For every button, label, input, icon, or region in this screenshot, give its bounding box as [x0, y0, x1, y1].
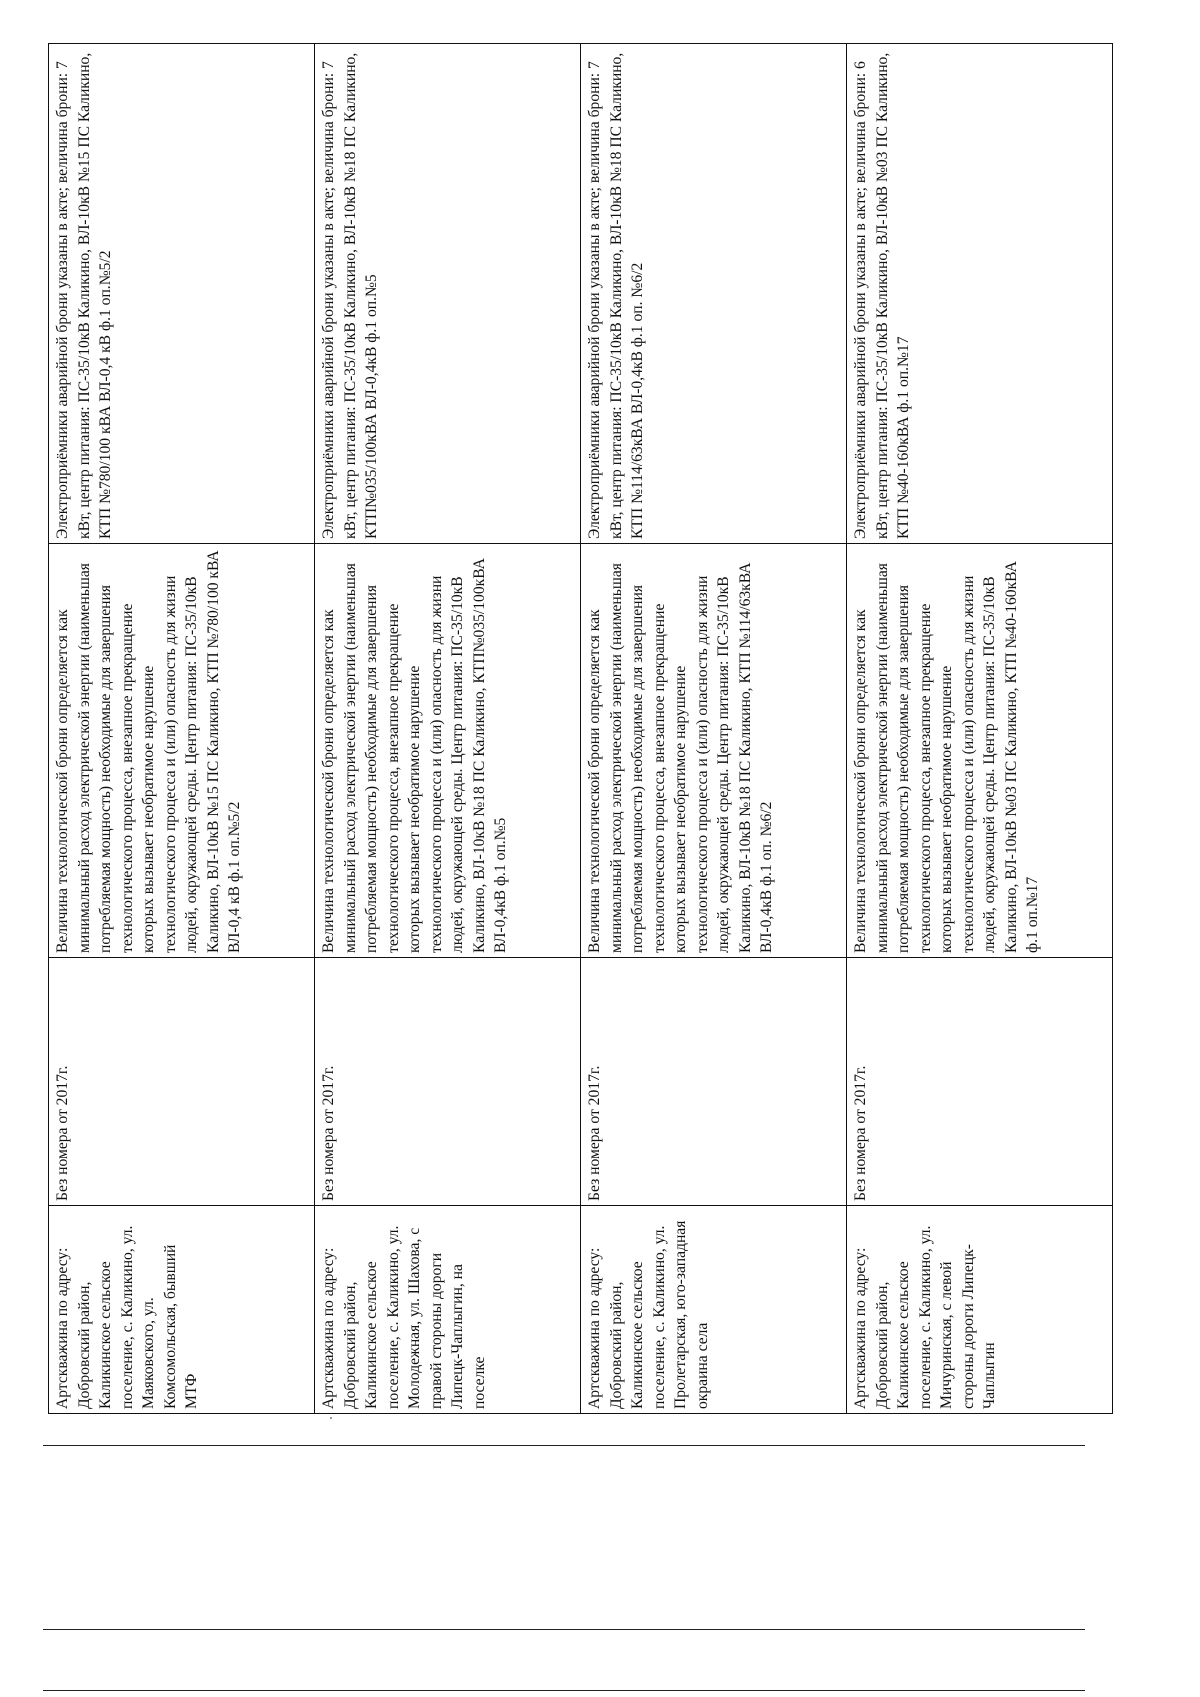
table-row	[847, 44, 1113, 1414]
document-cell: Без номера от 2017г.	[49, 958, 315, 1206]
document-cell: Без номера от 2017г.	[315, 958, 581, 1206]
horizontal-rule	[43, 1445, 1085, 1446]
rotated-table-container	[48, 44, 1113, 1414]
table-row	[49, 44, 315, 1414]
technological-reserve-cell: Величина технологической брони определяется как минимальный расход электрической энергии (наименьшая потребляемая мощность) необходимые для завершения технологического процесса, внезапное прекращение которых вызывает необратимое нарушение технологического процесса и (или) опасность для жизни людей, окружающей среды. Центр питания: ПС-35/10кВ Каликино, ВЛ-10кВ №15 ПС Каликино, КТП №780/100 кВА ВЛ-0,4 кВ ф.1 оп.№5/2	[49, 544, 315, 958]
technological-reserve-cell: Величина технологической брони определяется как минимальный расход электрической энергии (наименьшая потребляемая мощность) необходимые для завершения технологического процесса, внезапное прекращение которых вызывает необратимое нарушение технологического процесса и (или) опасность для жизни людей, окружающей среды. Центр питания: ПС-35/10кВ Каликино, ВЛ-10кВ №18 ПС Каликино, КТП №114/63кВА ВЛ-0,4кВ ф.1 оп. №6/2	[581, 544, 847, 958]
horizontal-rule	[43, 1629, 1085, 1630]
emergency-reserve-cell: Электроприёмники аварийной брони указаны в акте; величина брони: 6 кВт, центр питания: ПС-35/10кВ Каликино, ВЛ-10кВ №03 ПС Каликино, КТП №40-160кВА ф.1 оп.№17	[847, 44, 1113, 544]
document-cell: Без номера от 2017г.	[847, 958, 1113, 1206]
object-cell: Артскважина по адресу: Добровский район, Каликинское сельское поселение, с. Каликино, ул. Маяковского, ул. Комсомольская, бывший МТФ	[49, 1206, 315, 1414]
table-row	[315, 44, 581, 1414]
object-cell: Артскважина по адресу: Добровский район, Каликинское сельское поселение, с. Каликино, ул. Молодежная, ул. Шахова, с правой стороны дороги Липецк-Чаплыгин, на поселке	[315, 1206, 581, 1414]
document-cell: Без номера от 2017г.	[581, 958, 847, 1206]
scan-speck	[330, 1417, 332, 1419]
horizontal-rule	[43, 1690, 1085, 1691]
technological-reserve-cell: Величина технологической брони определяется как минимальный расход электрической энергии (наименьшая потребляемая мощность) необходимые для завершения технологического процесса, внезапное прекращение которых вызывает необратимое нарушение технологического процесса и (или) опасность для жизни людей, окружающей среды. Центр питания: ПС-35/10кВ Каликино, ВЛ-10кВ №03 ПС Каликино, КТП №40-160кВА ф.1 оп.№17	[847, 544, 1113, 958]
table-row	[581, 44, 847, 1414]
emergency-reserve-cell: Электроприёмники аварийной брони указаны в акте; величина брони: 7 кВт, центр питания: ПС-35/10кВ Каликино, ВЛ-10кВ №15 ПС Каликино, КТП №780/100 кВА ВЛ-0,4 кВ ф.1 оп.№5/2	[49, 44, 315, 544]
emergency-reserve-cell: Электроприёмники аварийной брони указаны в акте; величина брони: 7 кВт, центр питания: ПС-35/10кВ Каликино, ВЛ-10кВ №18 ПС Каликино, КТП№035/100кВА ВЛ-0,4кВ ф.1 оп.№5	[315, 44, 581, 544]
object-cell: Артскважина по адресу: Добровский район, Каликинское сельское поселение, с. Каликино, ул. Мичуринская, с левой стороны дороги Липецк-Чаплыгин	[847, 1206, 1113, 1414]
emergency-reserve-cell: Электроприёмники аварийной брони указаны в акте; величина брони: 7 кВт, центр питания: ПС-35/10кВ Каликино, ВЛ-10кВ №18 ПС Каликино, КТП №114/63кВА ВЛ-0,4кВ ф.1 оп. №6/2	[581, 44, 847, 544]
technological-reserve-cell: Величина технологической брони определяется как минимальный расход электрической энергии (наименьшая потребляемая мощность) необходимые для завершения технологического процесса, внезапное прекращение которых вызывает необратимое нарушение технологического процесса и (или) опасность для жизни людей, окружающей среды. Центр питания: ПС-35/10кВ Каликино, ВЛ-10кВ №18 ПС Каликино, КТП№035/100кВА ВЛ-0,4кВ ф.1 оп.№5	[315, 544, 581, 958]
object-cell: Артскважина по адресу: Добровский район, Каликинское сельское поселение, с. Каликино, ул. Пролетарская, юго-западная окраина села	[581, 1206, 847, 1414]
reserve-table	[48, 43, 1113, 1414]
